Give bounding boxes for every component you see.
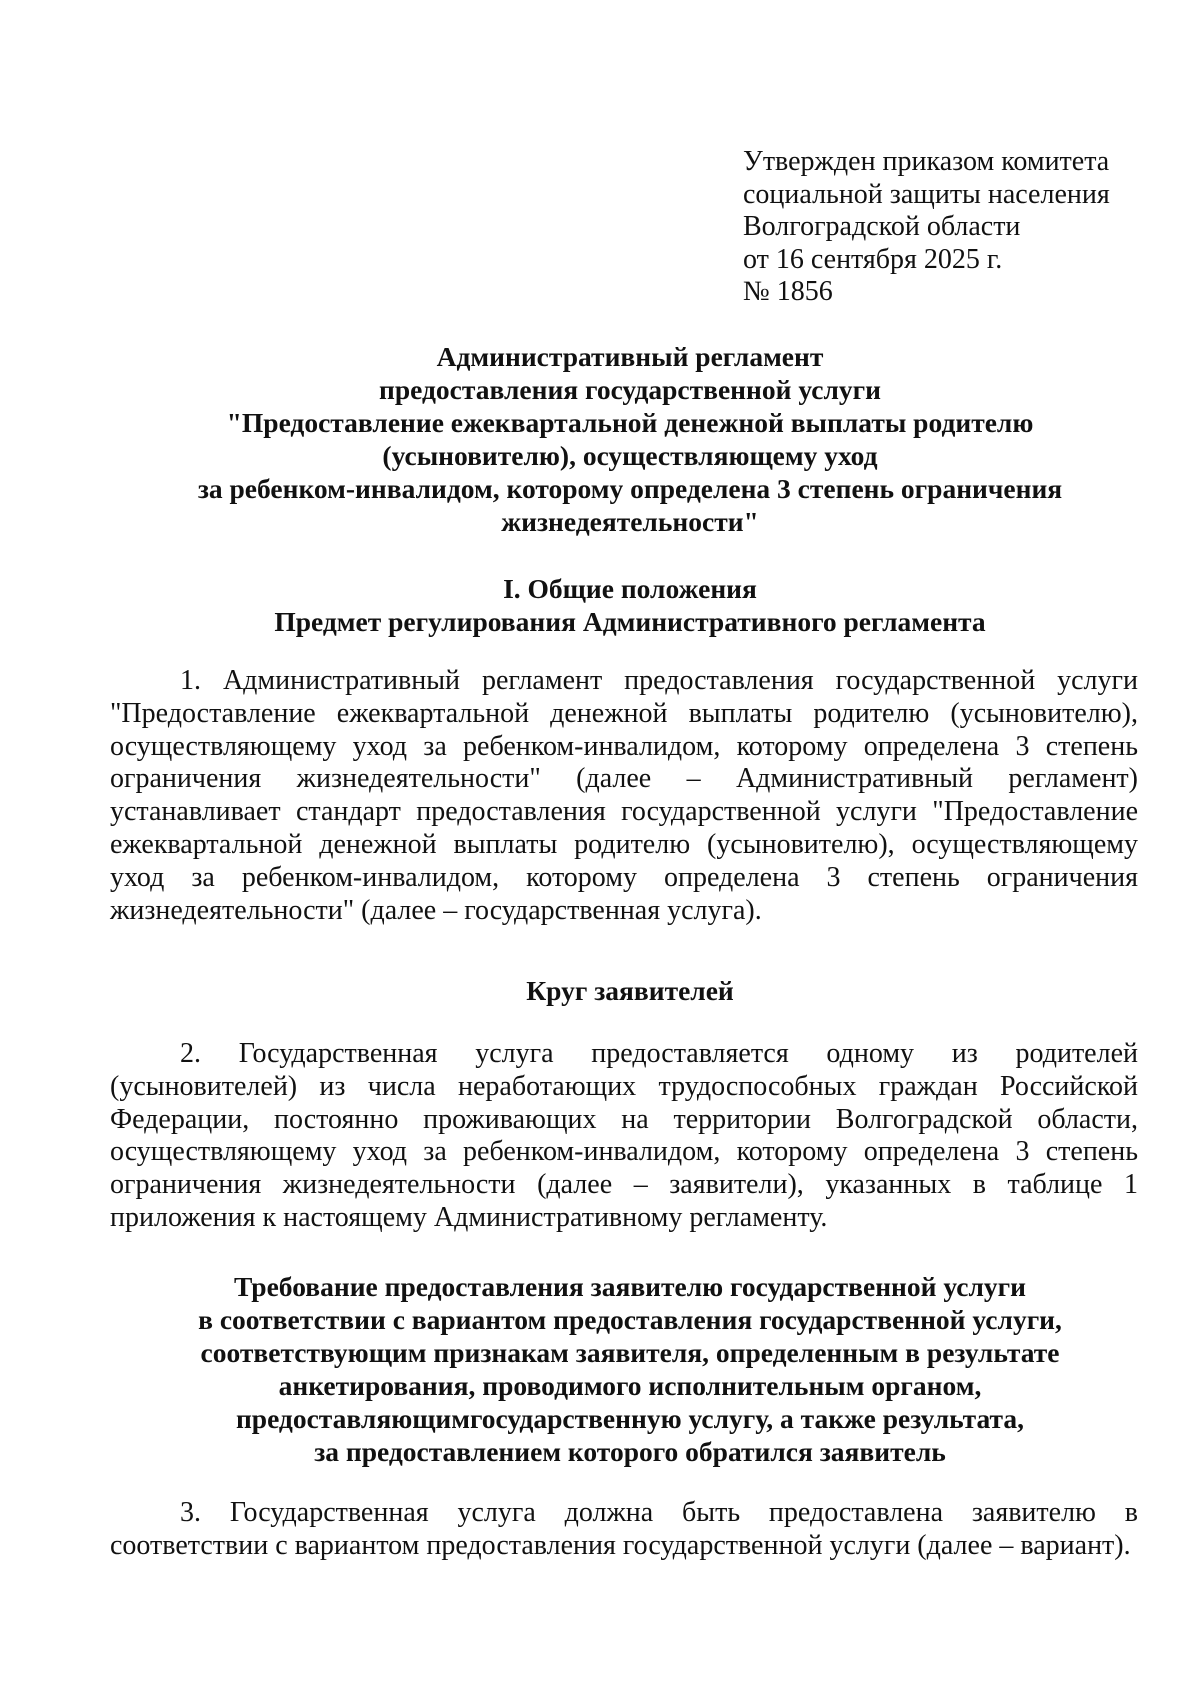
section-title-line: предоставляющимгосударственную услугу, а также результата,	[235, 1403, 1025, 1434]
title-line: (усыновителю), осуществляющему уход	[382, 440, 878, 471]
approval-line: социальной защиты населения	[743, 178, 1110, 210]
title-line: жизнедеятельности"	[501, 506, 759, 537]
section-heading	[110, 1270, 1150, 1468]
approval-stamp	[743, 146, 1163, 309]
paragraph-text: 1. Административный регламент предоставления государственной услуги "Предоставление ежеквартальной денежной выплаты родителю (усыновителю), осуществляющему уход за ребенком-инвалидом, которому определена 3 степень ограничения жизнедеятельности" (далее – Административный регламент) устанавливает стандарт предоставления государственной услуги "Предоставление ежеквартальной денежной выплаты родителю (усыновителю), осуществляющему уход за ребенком-инвалидом, которому определена 3 степень ограничения жизнедеятельности" (далее – государственная услуга).	[110, 665, 1138, 926]
approval-line: Волгоградской области	[743, 211, 1021, 242]
section-title-line: за предоставлением которого обратился заявитель	[314, 1436, 946, 1467]
paragraph-2	[110, 1038, 1138, 1235]
title-line: предоставления государственной услуги	[379, 374, 881, 405]
approval-line: Утвержден приказом комитета	[743, 146, 1110, 177]
section-title-line: Требование предоставления заявителю государственной услуги	[234, 1271, 1026, 1302]
section-title-line: анкетирования, проводимого исполнительным органом,	[278, 1370, 982, 1401]
title-line: Административный регламент	[436, 341, 824, 372]
paragraph-3	[110, 1497, 1138, 1563]
section-heading	[110, 572, 1150, 638]
title-line: за ребенком-инвалидом, которому определена 3 степень ограничения	[197, 473, 1063, 504]
title-line: "Предоставление ежеквартальной денежной выплаты родителю	[226, 407, 1034, 438]
section-title-line: соответствующим признакам заявителя, определенным в результате	[200, 1337, 1060, 1368]
section-subtitle: Предмет регулирования Административного регламента	[274, 606, 986, 637]
document-title	[110, 340, 1150, 538]
paragraph-text: 3. Государственная услуга должна быть предоставлена заявителю в соответствии с вариантом предоставления государственной услуги (далее – вариант).	[110, 1497, 1138, 1561]
paragraph-1	[110, 665, 1138, 927]
approval-date: от 16 сентября 2025 г.	[743, 243, 1003, 275]
paragraph-text: 2. Государственная услуга предоставляется одному из родителей (усыновителей) из числа неработающих трудоспособных граждан Российской Федерации, постоянно проживающих на территории Волгоградской области, осуществляющему уход за ребенком-инвалидом, которому определена 3 степень ограничения жизнедеятельности (далее – заявители), указанных в таблице 1 приложения к настоящему Административному регламенту.	[110, 1038, 1138, 1233]
section-heading	[110, 974, 1150, 1007]
section-title: I. Общие положения	[503, 573, 757, 604]
section-title: Круг заявителей	[526, 975, 734, 1006]
section-title-line: в соответствии с вариантом предоставления государственной услуги,	[198, 1304, 1062, 1335]
approval-number: № 1856	[743, 276, 833, 307]
